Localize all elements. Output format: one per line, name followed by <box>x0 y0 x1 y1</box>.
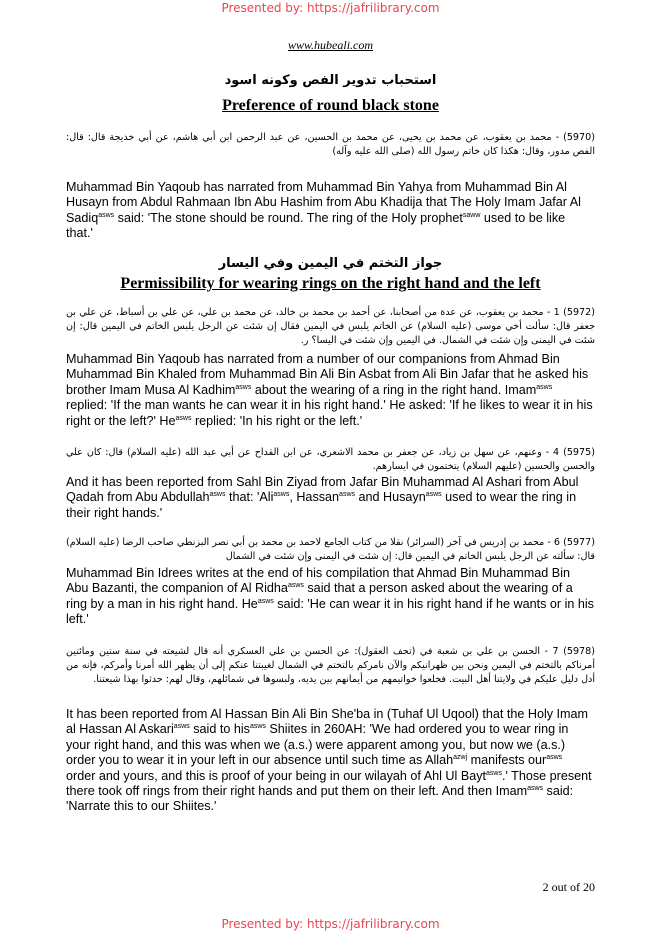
presented-by-banner-top: Presented by: https://jafrilibrary.com <box>221 1 440 15</box>
presented-by-banner-bottom: Presented by: https://jafrilibrary.com <box>221 917 440 931</box>
hadith-5977-english: Muhammad Bin Idrees writes at the end of his compilation that Ahmad Bin Muhammad Bin Abu Bazanti, the companion of Al Ridha$^{asws}$ said that a person asked about the wearing of a ring by a man in his right hand. $He^{asws}$ said: 'He can wear it in his right hand if he wants or in his left.' <box>66 566 594 627</box>
hadith-5978-arabic: (5978) 7 - الحسن بن علي بن شعبة في (تحف العقول): عن الحسن بن علي العسكري أنه قال لشيعته في سنة ستين ومائتين أمرناكم بالتختم في اليمين ونحن بين ظهرانيكم والآن نامركم بالتختم في الشمال لغيبتنا عنكم إلى أن يظهر الله أمرنا وأمركم، فإنه من أدل دليل عليكم في ولايتنا أهل البيت. فخلعوا خواتيمهم من أيمانهم بين يديه، ولبسوها في شمائلهم، وقال لهم: حدثوا بهذا شيعتنا. <box>66 646 596 685</box>
hadith-5972-arabic: (5972) 1 - محمد بن يعقوب، عن عدة من أصحابنا، عن أحمد بن محمد بن خالد، عن محمد بن علي، عن علي بن أسباط، عن علي بن جعفر قال: سألت أخي موسى (عليه السلام) عن الخاتم يلبس في اليمين فقال إن شئت عن الرجل يلبس الخاتم في اليمين قال: إن شئت في اليمنى وإن شئت في الشمال. في اليمين وإن شئت في اليسا؟ ر. <box>66 307 596 346</box>
hadith-5975-english: And it has been reported from Sahl Bin Ziyad from Jafar Bin Muhammad Al Ashari from Abul Qadah from Abu Abdullah$^{asws}$ that: 'Ali$^{asws}$, Hassan$^{asws}$ and Husayn$^{asws}$ used to wear the ring in their right hands.' <box>66 475 579 520</box>
section1-title-arabic: استحباب تدوير الفص وكونه اسود <box>224 73 437 88</box>
section2-title-english: Permissibility for wearing rings on the right hand and the left <box>120 275 541 292</box>
page-number: 2 out of 20 <box>542 880 595 894</box>
section2-title-arabic: جواز التختم في اليمين وفي اليسار <box>218 256 443 271</box>
hadith-5970-english: Muhammad Bin Yaqoub has narrated from Muhammad Bin Yahya from Muhammad Bin Al Husayn from Abdul Rahmaan Ibn Abu Hashim from Abu Khadija that The Holy Imam Jafar Al Sadiq$^{asws}$ said: 'The stone should be round. The ring of the Holy prophet$^{saww}$ used to be like that.' <box>66 180 581 241</box>
hadith-5977-arabic: (5977) 6 - محمد بن إدريس في آخر (السرائر) نقلا من كتاب الجامع لاحمد بن محمد بن أبي نصر البزنطي صاحب الرضا (عليه السلام) قال: سألته عن الرجل يلبس الخاتم في اليمين قال: إن شئت في اليمنى وإن شئت في الشمال <box>66 537 596 562</box>
website-header: www.hubeali.com <box>287 38 374 52</box>
section1-title-english: Preference of round black stone <box>222 97 439 114</box>
hadith-5970-arabic: (5970) - محمد بن يعقوب، عن محمد بن يحيى، عن محمد بن الحسين، عن عبد الرحمن ابن أبي هاشم، عن أبي خديجة قال: قال: الفص مدور، وقال: هكذا كان خاتم رسول الله (صلى الله عليه وآله) <box>66 132 595 157</box>
hadith-5975-arabic: (5975) 4 - وعنهم، عن سهل بن زياد، عن جعفر بن محمد الاشعري، عن ابن القداح عن أبي عبد الله (عليه السلام) قال: كان علي والحسن والحسين (عليهم السلام) يتختمون في ايسارهم. <box>66 447 595 472</box>
hadith-5972-english: Muhammad Bin Yaqoub has narrated from a number of our companions from Ahmad Bin Muhammad Bin Khaled from Muhammad Bin Ali Bin Asbat from Ali Bin Jafar that he asked his brother Imam Musa Al Kadhim$^{asws}$ about the wearing of a ring in the right hand. Imam$^{asws}$ replied: 'If the man wants he can wear it in his right hand.' He asked: 'If he likes to wear it in his right or the left?' $He^{asws}$ replied: 'In his right or the left.' <box>66 352 593 428</box>
hadith-5978-english: It has been reported from Al Hassan Bin Ali Bin She'ba in (Tuhaf Ul Uqool) that the Holy Imam al Hassan Al Askari$^{asws}$ said to his$^{asws}$ Shiites in 260AH: 'We had ordered you to wear ring in your right hand, and this was when we (a.s.) were apparent among you, but now we (a.s.) order you to wear it in your left in our absence until such time as Allah$^{azwj}$ manifests our$^{asws}$ order and yours, and this is proof of your being in our wilayah of Ahl Ul Bayt$^{asws}$.' Those present there took off rings from their right hands and put them on their left. And then Imam$^{asws}$ said: 'Narrate this to our Shiites.' <box>66 707 592 814</box>
